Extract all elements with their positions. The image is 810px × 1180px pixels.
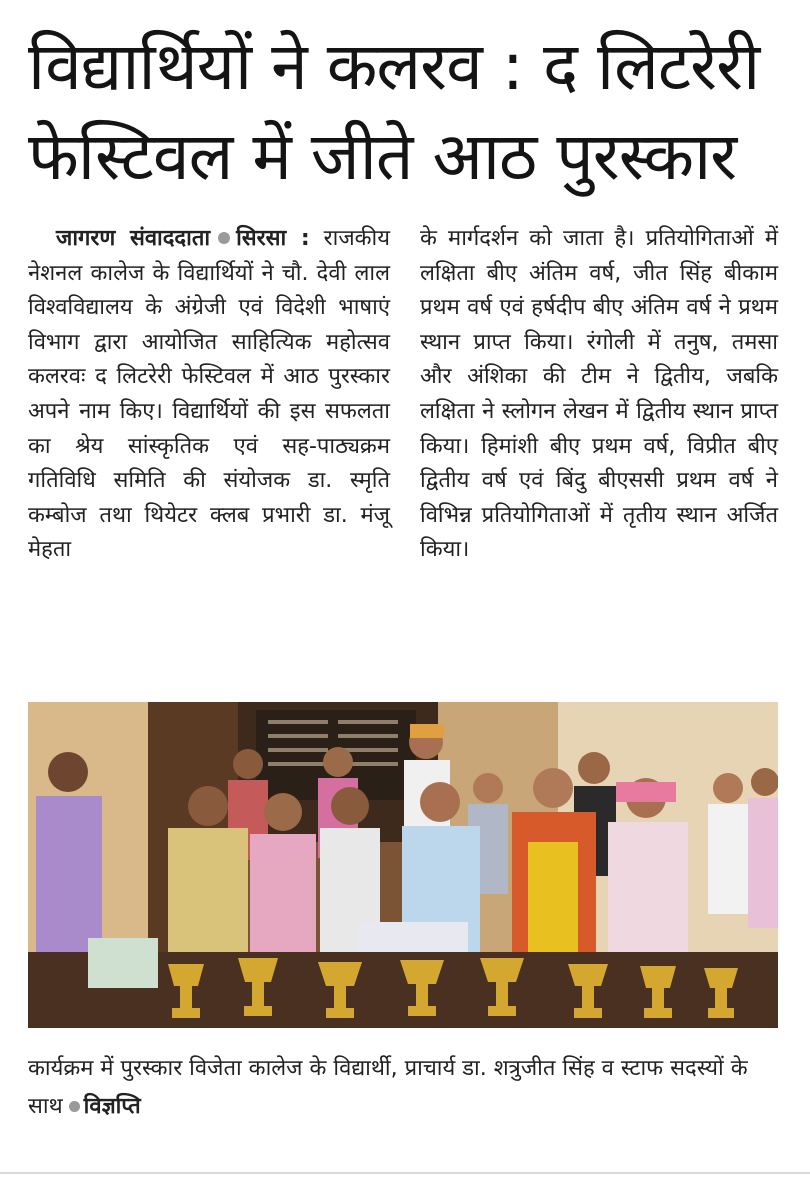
article-column-1 bbox=[28, 222, 390, 568]
article-body-part-1: राजकीय नेशनल कालेज के विद्यार्थियों ने चौ. देवी लाल विश्वविद्यालय के अंग्रेजी एवं विदेशी भाषाएं विभाग द्वारा आयोजित साहित्यिक महोत्सव कलरवः द लिटरेरी फेस्टिवल में आठ पुरस्कार अपने नाम किए। विद्यार्थियों की इस सफलता का श्रेय सांस्कृतिक एवं सह-पाठ्यक्रम गतिविधि समिति की संयोजक डा. स्मृति कम्बोज तथा थियेटर क्लब प्रभारी डा. मंजू मेहता bbox=[28, 226, 390, 563]
photo-credit: विज्ञप्ति bbox=[83, 1094, 141, 1119]
caption-text: कार्यक्रम में पुरस्कार विजेता कालेज के विद्यार्थी, प्राचार्य डा. शत्रुजीत सिंह व स्टाफ सदस्यों के साथ bbox=[28, 1056, 748, 1119]
article-body-part-2: के मार्गदर्शन को जाता है। प्रतियोगिताओं में लक्षिता बीए अंतिम वर्ष, जीत सिंह बीकाम प्रथम वर्ष एवं हर्षदीप बीए अंतिम वर्ष ने प्रथम स्थान प्राप्त किया। रंगोली में तनुष, तमसा और अंशिका की टीम ने द्वितीय, जबकि लक्षिता ने स्लोगन लेखन में द्वितीय स्थान प्राप्त किया। हिमांशी बीए प्रथम वर्ष, विप्रीत बीए द्वितीय वर्ष एवं बिंदु बीएससी प्रथम वर्ष ने विभिन्न प्रतियोगिताओं में तृतीय स्थान अर्जित किया। bbox=[420, 226, 778, 563]
byline: जागरण संवाददाता bbox=[56, 226, 211, 251]
page-divider bbox=[0, 1172, 810, 1174]
dateline-location: सिरसा : bbox=[236, 226, 310, 251]
group-photo-illustration bbox=[28, 702, 778, 1028]
bullet-dot-icon bbox=[69, 1101, 80, 1112]
photo-caption bbox=[28, 1050, 788, 1126]
headline: विद्यार्थियों ने कलरव : द लिटरेरी फेस्टिवल में जीते आठ पुरस्कार bbox=[28, 28, 760, 195]
bullet-dot-icon bbox=[218, 232, 230, 244]
news-photo bbox=[28, 702, 778, 1028]
article-column-2 bbox=[420, 222, 778, 568]
